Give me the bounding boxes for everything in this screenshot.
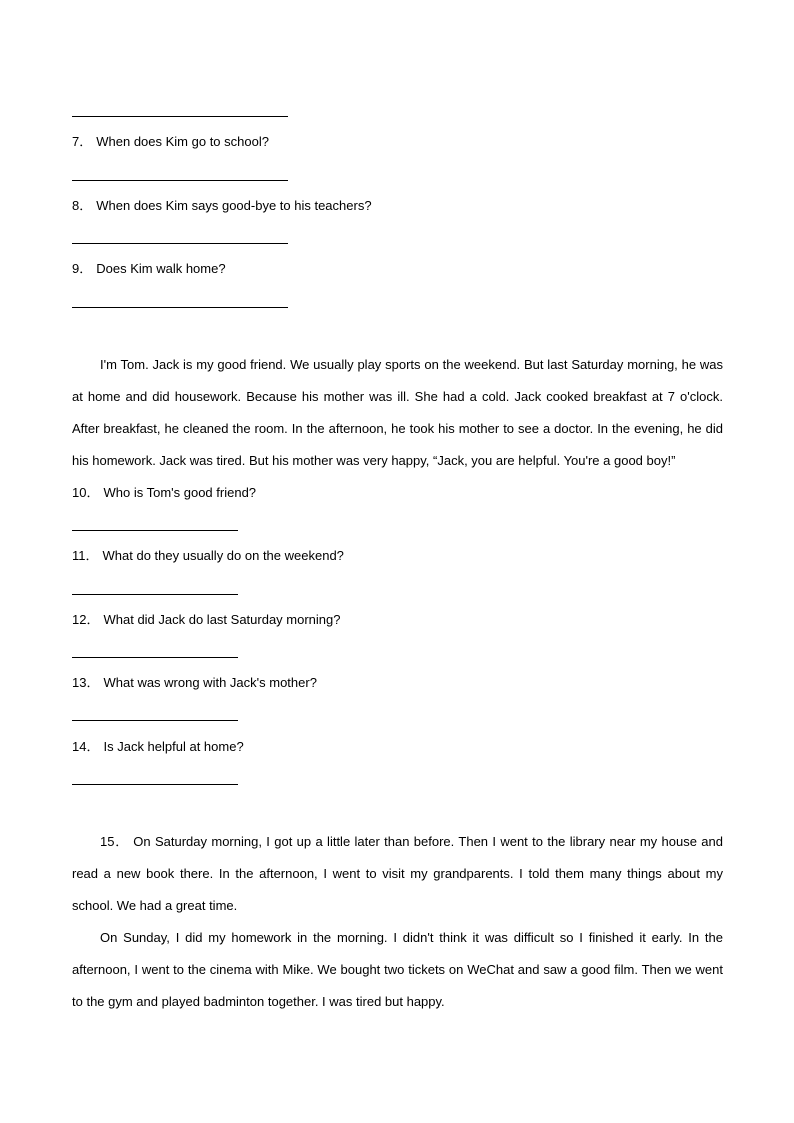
question-number: 8 [72, 198, 80, 213]
reading-passage-15-paragraph-1 [72, 826, 723, 922]
answer-line-8[interactable] [72, 243, 288, 244]
question-10 [72, 484, 256, 502]
reading-passage-15-paragraph-2: On Sunday, I did my homework in the morning. I didn't think it was difficult so I finished it early. In the afternoon, I went to the cinema with Mike. We bought two tickets on WeChat and saw a good film. Then we went to the gym and played badminton together. I was tired but happy. [72, 930, 723, 1009]
question-number: 9 [72, 261, 80, 276]
question-13 [72, 674, 317, 692]
question-text: What was wrong with Jack's mother? [103, 675, 317, 690]
question-text: When does Kim go to school? [96, 134, 269, 149]
question-separator: ． [86, 739, 100, 754]
reading-passage-tom: I'm Tom. Jack is my good friend. We usually play sports on the weekend. But last Saturday morning, he was at home and did housework. Because his mother was ill. She had a cold. Jack cooked breakfast at 7 o'clock. After breakfast, he cleaned the room. In the afternoon, he took his mother to see a doctor. In the evening, he did his homework. Jack was tired. But his mother was very happy, “Jack, you are helpful. You're a good boy!” [72, 357, 723, 468]
question-12 [72, 611, 341, 629]
question-separator: ． [85, 548, 99, 563]
question-number: 13 [72, 675, 87, 690]
question-separator: ． [86, 485, 100, 500]
answer-line-13[interactable] [72, 720, 238, 721]
question-8 [72, 197, 372, 215]
question-number: 7 [72, 134, 80, 149]
question-text: Does Kim walk home? [96, 261, 226, 276]
question-number: 14 [72, 739, 87, 754]
passage-number: 15． [100, 834, 129, 849]
question-14 [72, 738, 244, 756]
answer-line[interactable] [72, 116, 288, 117]
question-text: Who is Tom's good friend? [103, 485, 257, 500]
question-9 [72, 260, 226, 278]
answer-line-12[interactable] [72, 657, 238, 658]
passage-text: On Saturday morning, I got up a little later than before. Then I went to the library near my house and read a new book there. In the afternoon, I went to visit my grandparents. I told them many things about my school. We had a great time. [72, 834, 723, 913]
question-7 [72, 133, 269, 151]
question-separator: ． [79, 261, 93, 276]
question-number: 11 [72, 548, 86, 563]
question-text: When does Kim says good-bye to his teachers? [96, 198, 372, 213]
answer-line-10[interactable] [72, 530, 238, 531]
question-separator: ． [79, 198, 93, 213]
question-separator: ． [86, 612, 100, 627]
question-text: What do they usually do on the weekend? [102, 548, 344, 563]
question-number: 10 [72, 485, 87, 500]
answer-line-14[interactable] [72, 784, 238, 785]
question-11 [72, 547, 344, 565]
answer-line-7[interactable] [72, 180, 288, 181]
answer-line-9[interactable] [72, 307, 288, 308]
question-text: What did Jack do last Saturday morning? [103, 612, 341, 627]
question-separator: ． [79, 134, 93, 149]
question-separator: ． [86, 675, 100, 690]
question-number: 12 [72, 612, 87, 627]
answer-line-11[interactable] [72, 594, 238, 595]
question-text: Is Jack helpful at home? [103, 739, 244, 754]
